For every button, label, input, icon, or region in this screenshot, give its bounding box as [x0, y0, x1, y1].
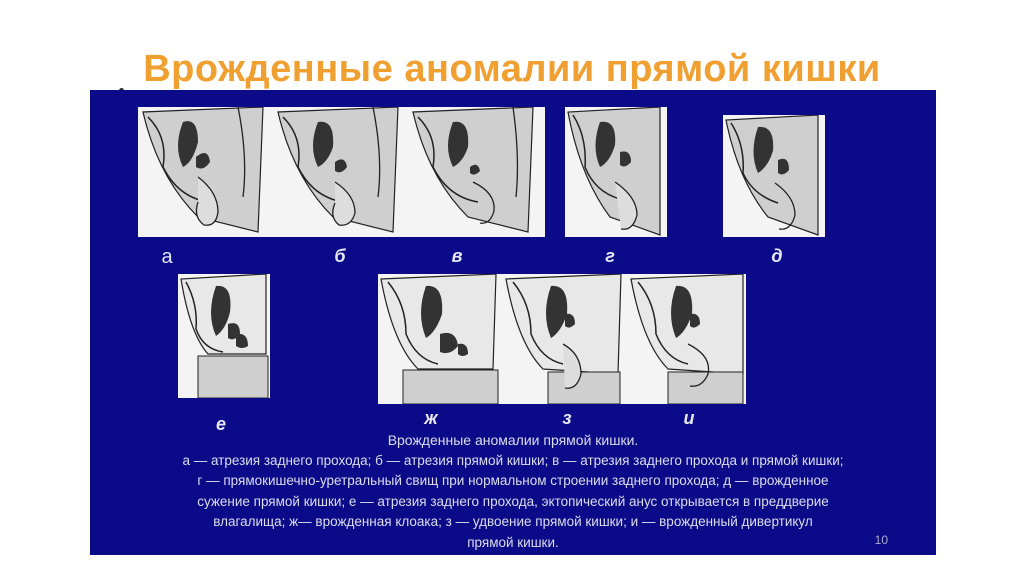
- caption-line: влагалища; ж— врожденная клоака; з — удвоение прямой кишки; и — врожденный дивертикул: [213, 514, 813, 529]
- figure-label-a: а: [161, 246, 173, 268]
- page-number: 10: [874, 533, 888, 547]
- anatomy-image-zh-z-i: [378, 274, 746, 404]
- caption-heading: Врожденные аномалии прямой кишки.: [387, 432, 639, 448]
- figure-label-g: г: [605, 246, 615, 266]
- drawing-v: [413, 107, 533, 232]
- anatomy-image-d: [723, 115, 825, 237]
- slide-title: Врожденные аномалии прямой кишки: [143, 48, 881, 90]
- drawing-b: [278, 107, 398, 232]
- drawing-i: [631, 274, 743, 404]
- caption-line: сужение прямой кишки; е — атрезия заднего прохода, эктопический анус открывается в преддверие: [197, 493, 829, 509]
- anatomy-image-e: [178, 274, 270, 398]
- figure-label-d: д: [771, 246, 783, 266]
- figure-label-v: в: [451, 246, 463, 266]
- caption-line: прямой кишки.: [467, 534, 559, 550]
- drawing-a: [143, 107, 263, 232]
- figure-panel: [90, 90, 936, 555]
- anatomy-image-g: [565, 107, 667, 237]
- figure-caption: [90, 430, 936, 553]
- drawing-z: [506, 274, 621, 404]
- anatomy-image-a-b-v: [138, 107, 545, 237]
- figure-label-e: е: [215, 414, 226, 434]
- caption-line: г — прямокишечно-уретральный свищ при нормальном строении заднего прохода; д — врожденное: [197, 473, 829, 488]
- drawing-zh: [381, 274, 498, 404]
- figure-label-b: б: [334, 246, 346, 266]
- figure-label-z: з: [562, 408, 572, 428]
- caption-line: а — атрезия заднего прохода; б — атрезия прямой кишки; в — атрезия заднего прохода и прямой кишки;: [182, 452, 844, 468]
- figure-label-zh: ж: [424, 408, 438, 428]
- figure-label-i: и: [683, 408, 695, 428]
